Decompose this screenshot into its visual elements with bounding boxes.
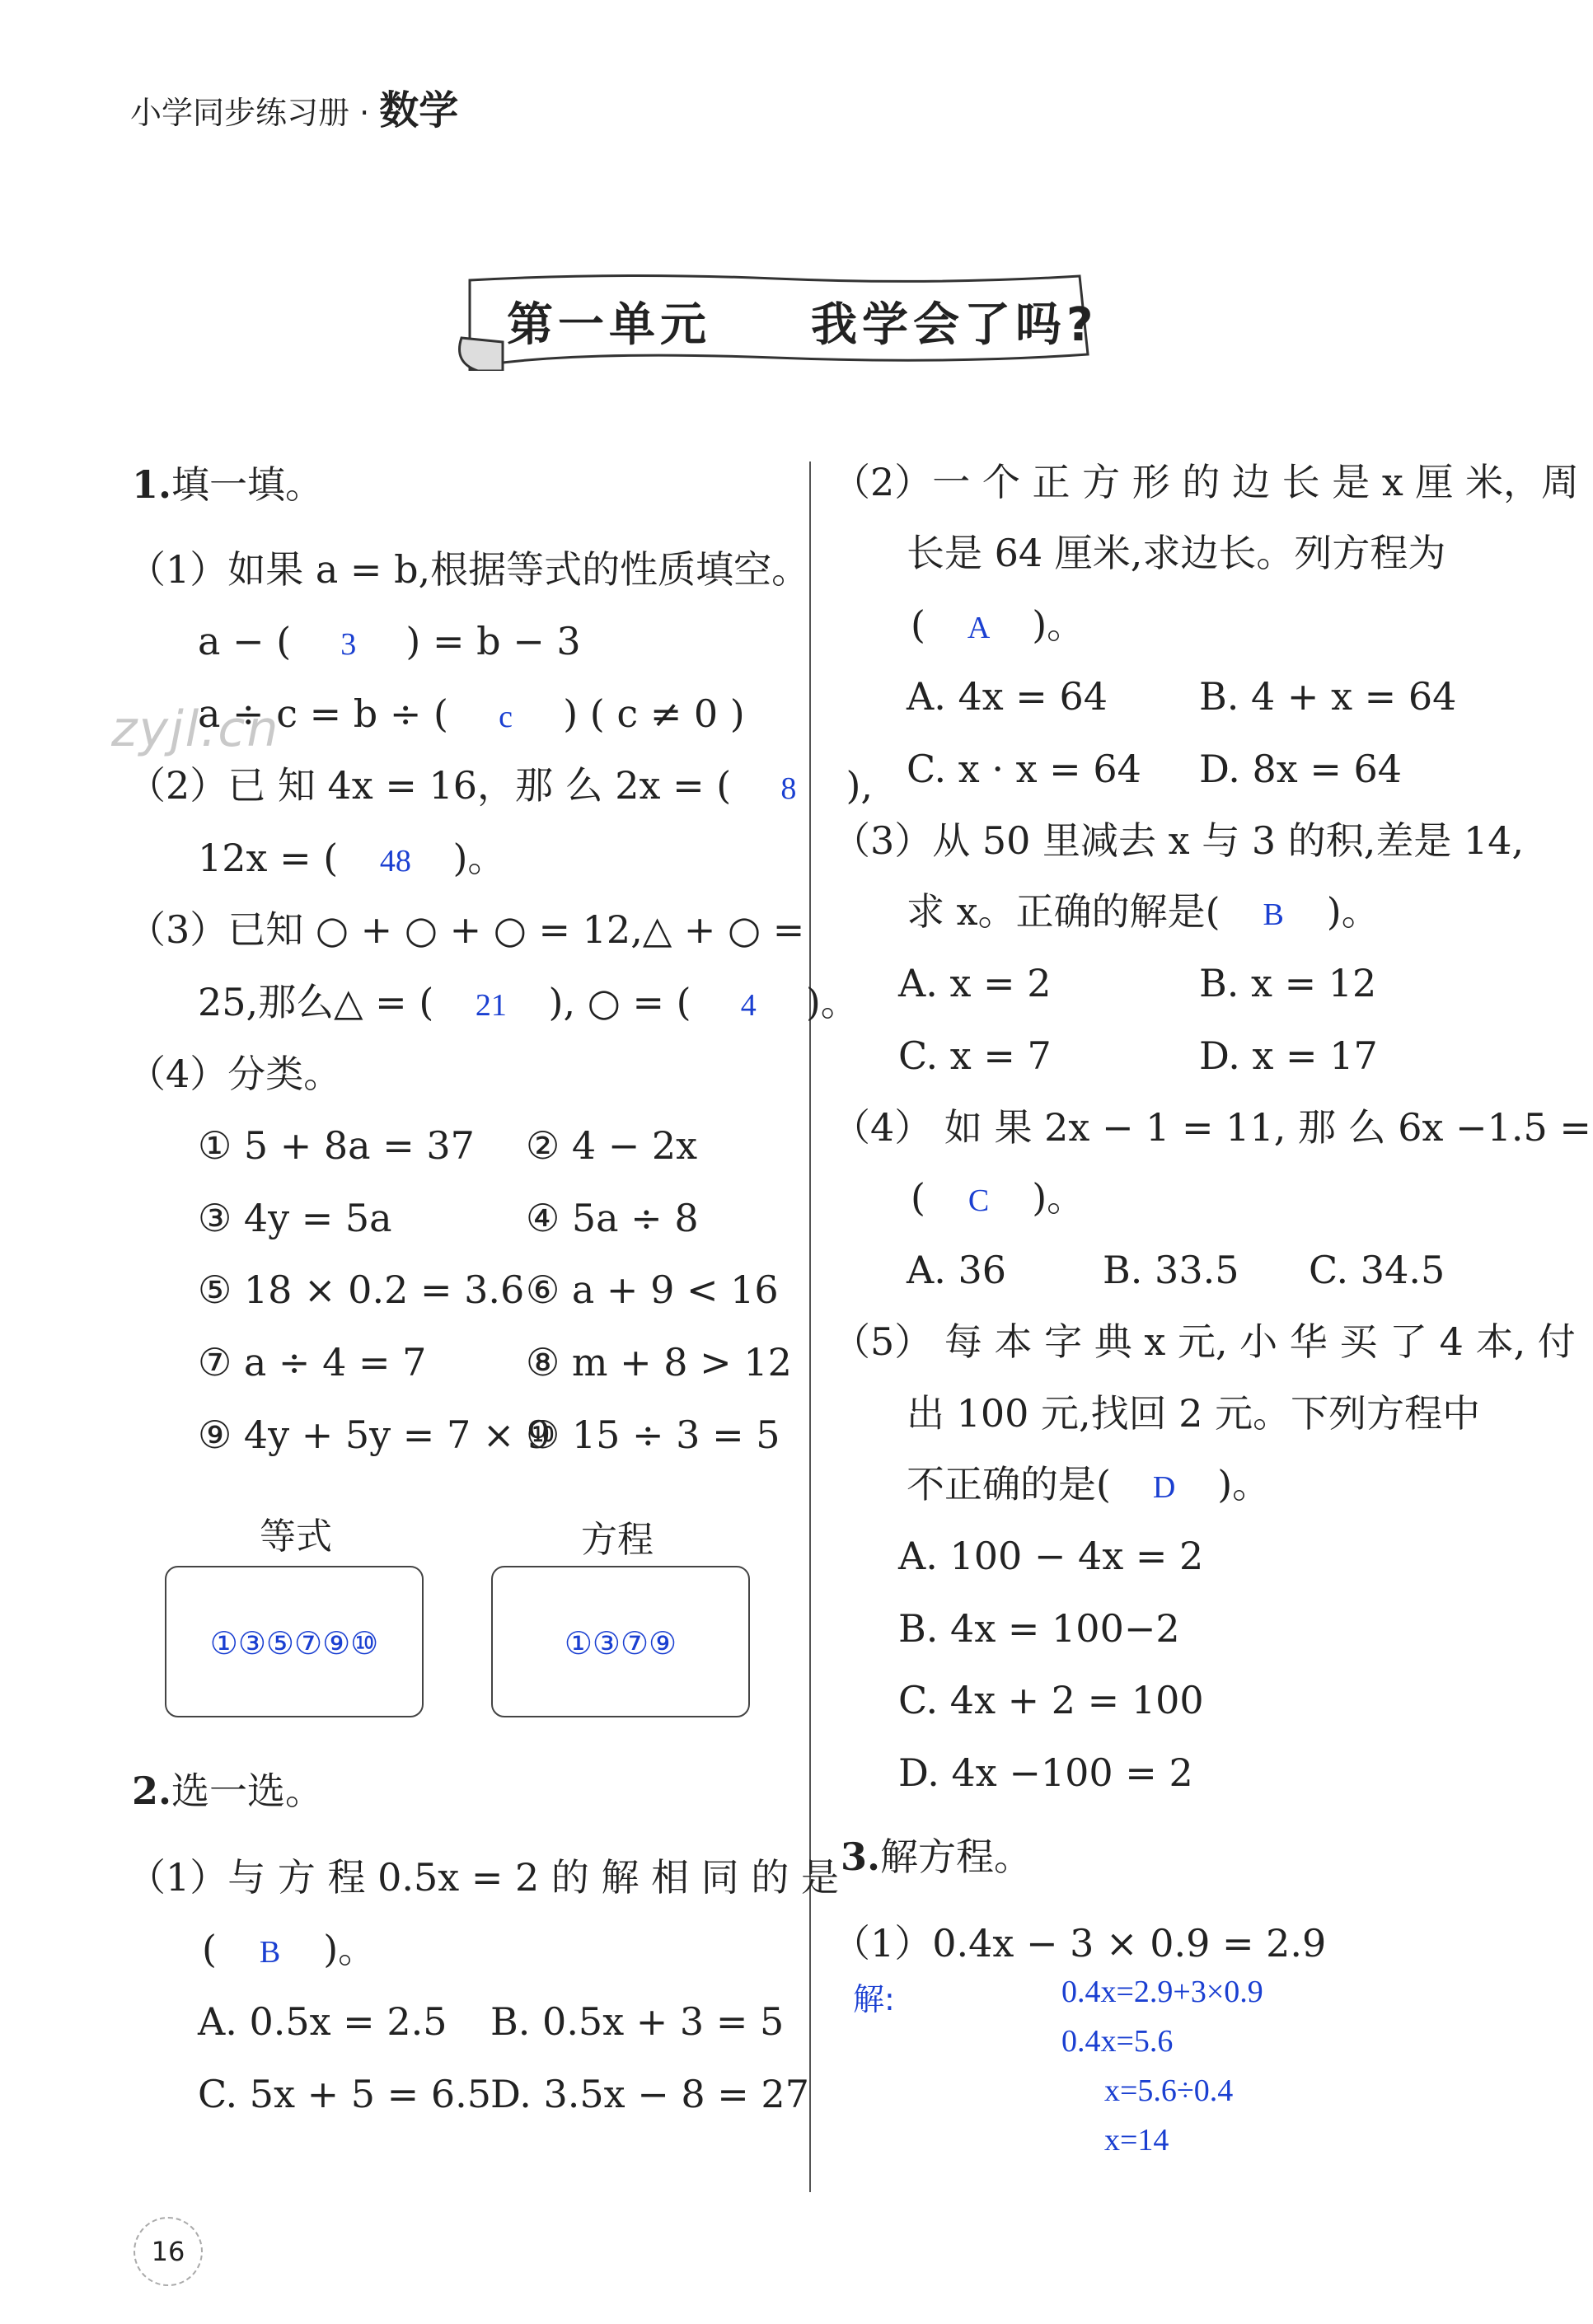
q1-p1-stem: （1）如果 a = b,根据等式的性质填空。 bbox=[128, 547, 810, 592]
q2-p5-line3: 不正确的是( D )。 bbox=[907, 1462, 1271, 1506]
q1-p3-line1: （3）已知 ○ + ○ + ○ = 12,△ + ○ = bbox=[128, 907, 805, 952]
box-label-equation: 方程 bbox=[581, 1519, 654, 1561]
watermark: zyjl.cn bbox=[111, 700, 280, 758]
list-item: ⑦ a ÷ 4 = 7 bbox=[198, 1340, 427, 1385]
list-item: ⑧ m + 8 > 12 bbox=[526, 1340, 792, 1385]
q1-p1-line2: a ÷ c = b ÷ ( c ) ( c ≠ 0 ) bbox=[198, 691, 745, 736]
option: A. 0.5x = 2.5 bbox=[198, 1999, 447, 2044]
list-item: ④ 5a ÷ 8 bbox=[526, 1196, 699, 1240]
box-label-equality: 等式 bbox=[260, 1516, 332, 1558]
answer-blank: 4 bbox=[740, 988, 757, 1023]
q2-p4-blank: ( C )。 bbox=[911, 1175, 1085, 1220]
book-series: 小学同步练习册 · bbox=[130, 95, 370, 131]
equation-box bbox=[491, 1566, 750, 1717]
column-divider bbox=[809, 462, 811, 2192]
list-item: ⑥ a + 9 < 16 bbox=[526, 1267, 779, 1312]
solution-step: 0.4x=2.9+3×0.9 bbox=[1061, 1975, 1263, 2009]
answer-blank: 48 bbox=[379, 844, 411, 879]
option: B. x = 12 bbox=[1199, 961, 1377, 1005]
list-item: ⑤ 18 × 0.2 = 3.6 bbox=[198, 1267, 525, 1312]
q2-p2-line1: （2）一 个 正 方 形 的 边 长 是 x 厘 米，周 bbox=[832, 460, 1580, 504]
option: C. 34.5 bbox=[1309, 1248, 1445, 1292]
answer-blank: A bbox=[967, 611, 991, 645]
answer-blank: D bbox=[1152, 1470, 1176, 1505]
book-header bbox=[130, 78, 458, 135]
list-item: ② 4 − 2x bbox=[526, 1123, 698, 1168]
q1-title: 1.填一填。 bbox=[132, 462, 324, 507]
q2-p2-blank: ( A )。 bbox=[911, 602, 1085, 647]
option: B. 0.5x + 3 = 5 bbox=[490, 1999, 785, 2044]
list-item: ⑩ 15 ÷ 3 = 5 bbox=[526, 1413, 780, 1457]
option: C. 4x + 2 = 100 bbox=[898, 1678, 1204, 1722]
option: D. 3.5x − 8 = 27 bbox=[490, 2072, 809, 2116]
option: C. x · x = 64 bbox=[907, 747, 1141, 791]
list-item: ⑨ 4y + 5y = 7 × 9 bbox=[198, 1413, 551, 1457]
list-item: ① 5 + 8a = 37 bbox=[198, 1123, 475, 1168]
option: D. x = 17 bbox=[1199, 1033, 1378, 1078]
q2-p5-line2: 出 100 元,找回 2 元。下列方程中 bbox=[907, 1391, 1481, 1436]
option: A. 36 bbox=[907, 1248, 1006, 1292]
option: C. x = 7 bbox=[898, 1033, 1052, 1078]
page-number: 16 bbox=[134, 2217, 203, 2286]
q2-p1-blank: ( B )。 bbox=[202, 1927, 377, 1971]
banner-unit: 第一单元 bbox=[507, 298, 711, 352]
q3-p1-stem: （1）0.4x − 3 × 0.9 = 2.9 bbox=[832, 1921, 1327, 1966]
option: B. 33.5 bbox=[1103, 1248, 1239, 1292]
option: B. 4 + x = 64 bbox=[1199, 674, 1457, 719]
equality-box bbox=[165, 1566, 424, 1717]
q2-p3-line2: 求 x。正确的解是( B )。 bbox=[907, 889, 1380, 934]
q1-p2-line2: 12x = ( 48 )。 bbox=[198, 836, 506, 880]
option: A. 100 − 4x = 2 bbox=[898, 1534, 1204, 1578]
book-subject: 数学 bbox=[379, 87, 459, 134]
banner-title bbox=[507, 288, 1098, 354]
answer-blank: 21 bbox=[475, 988, 507, 1023]
option: B. 4x = 100−2 bbox=[898, 1606, 1180, 1651]
answer-blank: 8 bbox=[780, 771, 797, 806]
q2-title: 2.选一选。 bbox=[132, 1769, 324, 1813]
solution-step: x=14 bbox=[1104, 2123, 1169, 2158]
q2-p3-line1: （3）从 50 里减去 x 与 3 的积,差是 14, bbox=[832, 818, 1525, 863]
q3-title: 3.解方程。 bbox=[841, 1834, 1033, 1879]
option: C. 5x + 5 = 6.5 bbox=[198, 2072, 492, 2116]
option: A. 4x = 64 bbox=[907, 674, 1108, 719]
q2-p4-line1: （4） 如 果 2x − 1 = 11, 那 么 6x −1.5 = bbox=[832, 1105, 1591, 1150]
equality-answer: ①③⑤⑦⑨⑩ bbox=[209, 1627, 379, 1661]
answer-blank: c bbox=[499, 700, 513, 734]
answer-blank: 3 bbox=[340, 627, 357, 662]
q1-p1-line1: a − ( 3 ) = b − 3 bbox=[198, 619, 581, 663]
solution-label: 解: bbox=[853, 1981, 895, 2017]
q2-p1-stem: （1）与 方 程 0.5x = 2 的 解 相 同 的 是 bbox=[128, 1855, 840, 1900]
q2-p2-line2: 长是 64 厘米,求边长。列方程为 bbox=[907, 531, 1446, 575]
answer-blank: C bbox=[968, 1183, 990, 1218]
answer-blank: B bbox=[1263, 897, 1284, 932]
list-item: ③ 4y = 5a bbox=[198, 1196, 392, 1240]
q1-p2-line1: （2）已 知 4x = 16，那 么 2x = ( 8 ), bbox=[128, 763, 874, 808]
option: D. 8x = 64 bbox=[1199, 747, 1403, 791]
solution-step: x=5.6÷0.4 bbox=[1104, 2073, 1234, 2108]
option: A. x = 2 bbox=[898, 961, 1052, 1005]
answer-blank: B bbox=[259, 1935, 281, 1970]
equation-answer: ①③⑦⑨ bbox=[564, 1627, 677, 1661]
banner-heading: 我学会了吗? bbox=[811, 298, 1099, 352]
q1-p4-stem: （4）分类。 bbox=[128, 1052, 342, 1096]
solution-step: 0.4x=5.6 bbox=[1061, 2024, 1174, 2059]
q2-p5-line1: （5） 每 本 字 典 x 元, 小 华 买 了 4 本, 付 bbox=[832, 1319, 1576, 1364]
option: D. 4x −100 = 2 bbox=[898, 1750, 1193, 1795]
q1-p3-line2: 25,那么△ = ( 21 ), ○ = ( 4 )。 bbox=[198, 980, 859, 1024]
